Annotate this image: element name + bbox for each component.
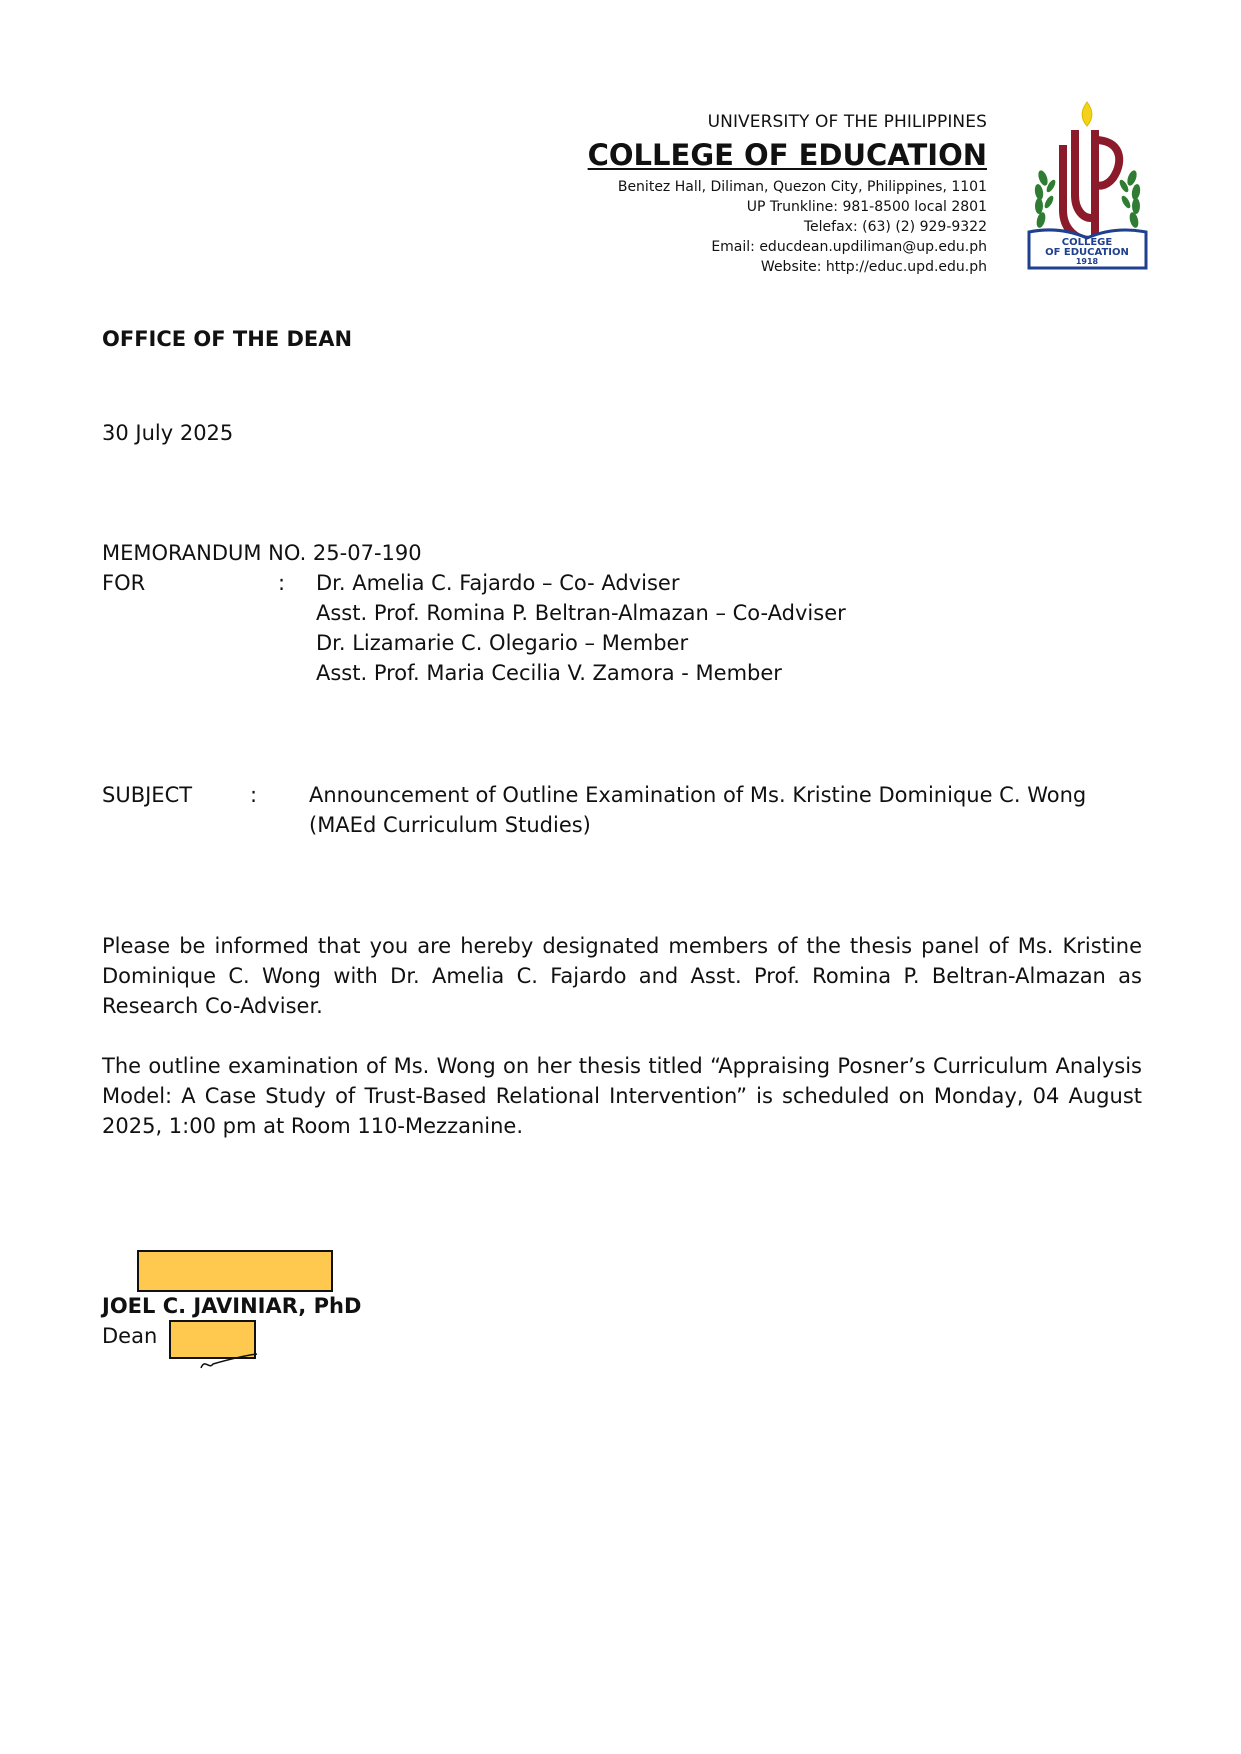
signatory-name: JOEL C. JAVINIAR, PhD [102,1294,362,1318]
subject-line: Announcement of Outline Examination of Ms. Kristine Dominique C. Wong [309,783,1087,807]
address-line: Benitez Hall, Diliman, Quezon City, Philippines, 1101 [617,179,987,195]
logo-text-line1: COLLEGE [1061,237,1113,248]
logo-year: 1918 [1075,257,1099,266]
recipient-item: Dr. Lizamarie C. Olegario – Member [316,631,689,655]
body-paragraph: The outline examination of Ms. Wong on her thesis titled “Appraising Posner’s Curriculum Analysis Model: A Case Study of Trust-Based Relational Intervention” is scheduled on Monday, 04 August 2025, 1:00 pm at Room 110-Mezzanine. [102,1054,1142,1138]
email-line: Email: educdean.updiliman@up.edu.ph [711,239,987,255]
college-of-education-logo [1025,100,1150,272]
college-name: COLLEGE OF EDUCATION [587,138,987,172]
signatory-title: Dean [102,1324,158,1348]
memo-number: MEMORANDUM NO. 25-07-190 [102,541,422,565]
signature-redaction [137,1250,333,1292]
office-heading: OFFICE OF THE DEAN [102,327,353,351]
logo-text-line2: OF EDUCATION [1045,247,1129,258]
signature-stroke [197,1350,261,1372]
memo-date: 30 July 2025 [102,421,234,445]
university-name: UNIVERSITY OF THE PHILIPPINES [707,112,987,132]
website-line: Website: http://educ.upd.edu.ph [760,259,987,275]
recipient-item: Asst. Prof. Romina P. Beltran-Almazan – Co-Adviser [316,601,846,625]
subject-colon: : [250,783,258,807]
subject-line: (MAEd Curriculum Studies) [309,813,591,837]
for-label: FOR [102,571,146,595]
recipient-item: Asst. Prof. Maria Cecilia V. Zamora - Member [316,661,782,685]
trunkline-line: UP Trunkline: 981-8500 local 2801 [746,199,987,215]
for-colon: : [278,571,286,595]
telefax-line: Telefax: (63) (2) 929-9322 [803,219,987,235]
subject-label: SUBJECT [102,783,193,807]
recipient-item: Dr. Amelia C. Fajardo – Co- Adviser [316,571,680,595]
body-paragraph: Please be informed that you are hereby designated members of the thesis panel of Ms. Kristine Dominique C. Wong with Dr. Amelia C. Fajardo and Asst. Prof. Romina P. Beltran-Almazan as Research Co-Adviser. [102,934,1142,1018]
recipient-list [316,568,846,688]
subject-text [309,780,1109,840]
